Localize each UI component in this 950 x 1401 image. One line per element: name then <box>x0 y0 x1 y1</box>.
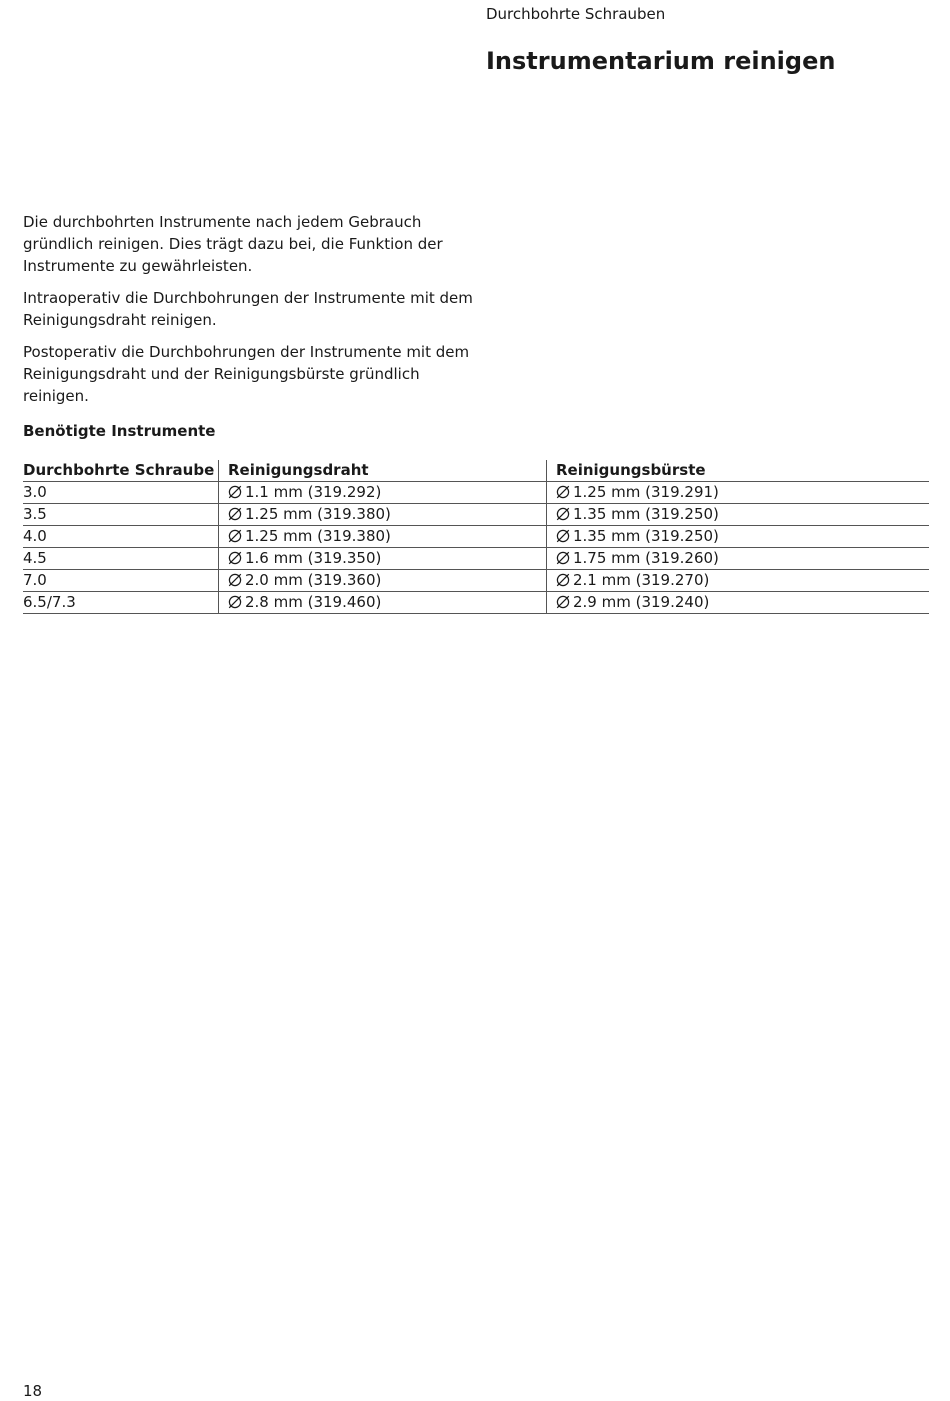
cell-cleaning-brush-text: 1.35 mm (319.250) <box>573 505 719 523</box>
cell-cleaning-brush-text: 2.1 mm (319.270) <box>573 571 710 589</box>
diameter-symbol-icon <box>556 484 570 498</box>
diameter-symbol-icon <box>556 550 570 564</box>
cell-cleaning-wire-text: 2.8 mm (319.460) <box>245 593 382 611</box>
table-row <box>23 592 929 614</box>
cell-cleaning-wire <box>219 482 547 504</box>
instruments-table <box>23 460 929 614</box>
paragraph-cleaning-general: Die durchbohrten Instrumente nach jedem Gebrauch gründlich reinigen. Dies trägt dazu bei, die Funktion der Instrumente zu gewährleisten. <box>23 213 443 275</box>
column-header-cleaning-wire: Reinigungsdraht <box>219 460 547 482</box>
cell-cleaning-wire-text: 2.0 mm (319.360) <box>245 571 382 589</box>
cell-cleaning-wire <box>219 548 547 570</box>
cell-screw <box>23 504 219 526</box>
cell-screw <box>23 526 219 548</box>
running-head: Durchbohrte Schrauben <box>486 5 666 23</box>
column-header-screw: Durchbohrte Schraube <box>23 460 219 482</box>
table-row <box>23 548 929 570</box>
body-text <box>23 211 473 417</box>
cell-screw-text: 3.5 <box>23 505 47 523</box>
cell-screw <box>23 482 219 504</box>
section-heading: Benötigte Instrumente <box>23 422 216 440</box>
cell-screw-text: 3.0 <box>23 483 47 501</box>
table-row <box>23 570 929 592</box>
diameter-symbol-icon <box>228 550 242 564</box>
cell-cleaning-brush <box>547 482 930 504</box>
cell-screw <box>23 570 219 592</box>
diameter-symbol-icon <box>228 528 242 542</box>
diameter-symbol-icon <box>228 572 242 586</box>
cell-screw-text: 4.5 <box>23 549 47 567</box>
diameter-symbol-icon <box>228 484 242 498</box>
cell-screw <box>23 592 219 614</box>
table-row <box>23 526 929 548</box>
cell-cleaning-brush <box>547 526 930 548</box>
table-row <box>23 482 929 504</box>
table-row <box>23 504 929 526</box>
diameter-symbol-icon <box>556 528 570 542</box>
cell-cleaning-brush-text: 1.75 mm (319.260) <box>573 549 719 567</box>
cell-screw <box>23 548 219 570</box>
cell-cleaning-brush <box>547 592 930 614</box>
diameter-symbol-icon <box>556 594 570 608</box>
diameter-symbol-icon <box>556 572 570 586</box>
paragraph-intraoperative: Intraoperativ die Durchbohrungen der Instrumente mit dem Reinigungsdraht reinigen. <box>23 289 473 329</box>
cell-cleaning-wire <box>219 526 547 548</box>
column-header-cleaning-brush: Reinigungsbürste <box>547 460 930 482</box>
cell-cleaning-wire <box>219 504 547 526</box>
cell-cleaning-wire <box>219 570 547 592</box>
table-body <box>23 482 929 614</box>
diameter-symbol-icon <box>556 506 570 520</box>
diameter-symbol-icon <box>228 506 242 520</box>
cell-screw-text: 4.0 <box>23 527 47 545</box>
cell-cleaning-wire-text: 1.1 mm (319.292) <box>245 483 382 501</box>
cell-cleaning-wire-text: 1.6 mm (319.350) <box>245 549 382 567</box>
table-header-row <box>23 460 929 482</box>
page-title: Instrumentarium reinigen <box>486 47 836 75</box>
cell-cleaning-brush-text: 1.25 mm (319.291) <box>573 483 719 501</box>
cell-cleaning-brush <box>547 548 930 570</box>
cell-cleaning-brush <box>547 570 930 592</box>
paragraph-postoperative: Postoperativ die Durchbohrungen der Instrumente mit dem Reinigungsdraht und der Reinigungsbürste gründlich reinigen. <box>23 343 470 405</box>
cell-cleaning-brush-text: 1.35 mm (319.250) <box>573 527 719 545</box>
page-number: 18 <box>23 1382 43 1400</box>
cell-cleaning-wire <box>219 592 547 614</box>
cell-cleaning-brush-text: 2.9 mm (319.240) <box>573 593 710 611</box>
cell-screw-text: 7.0 <box>23 571 47 589</box>
cell-screw-text: 6.5/7.3 <box>23 593 76 611</box>
diameter-symbol-icon <box>228 594 242 608</box>
cell-cleaning-wire-text: 1.25 mm (319.380) <box>245 505 391 523</box>
cell-cleaning-wire-text: 1.25 mm (319.380) <box>245 527 391 545</box>
cell-cleaning-brush <box>547 504 930 526</box>
